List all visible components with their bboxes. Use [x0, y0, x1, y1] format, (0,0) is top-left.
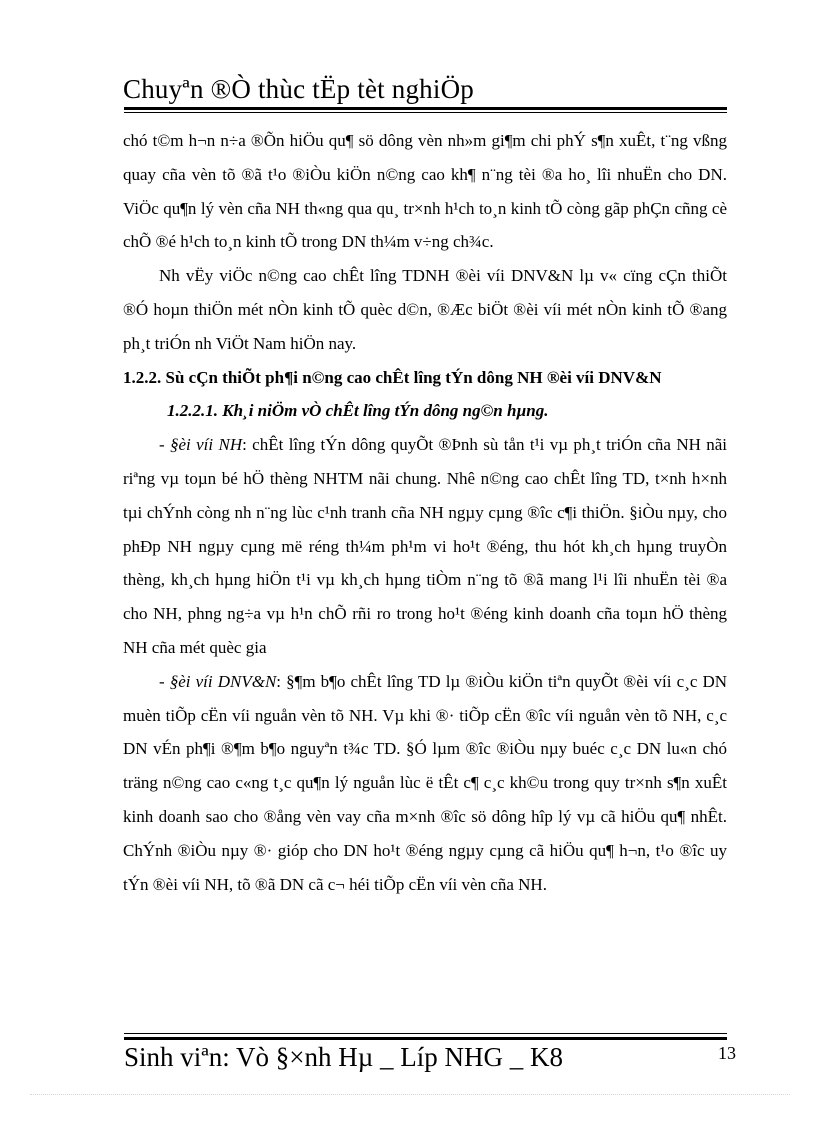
page-header-title: Chuyªn ®Ò thùc tËp tèt nghiÖp	[123, 74, 474, 104]
page-bottom-dotted-line	[30, 1094, 790, 1095]
footer-rule-thick	[124, 1037, 727, 1040]
paragraph-3-text: : chÊt lîng tÝn dông quyÕt ®Þnh sù tån t¹i vµ ph¸t triÓn cña NH nãi riªng vµ toµn bé hÖ thèng NHTM nãi chung. Nhê n©ng cao chÊt lîng TD, t×nh h×nh tµi chÝnh còng nh n¨ng lùc c¹nh tranh cña NH ngµy cµng ®îc c¶i thiÖn. §iÒu nµy, cho phÐp NH ngµy cµng më réng th¼m ph¹m vi ho¹t ®éng, thu hót kh¸ch hµng truyÒn thèng, kh¸ch hµng hiÖn t¹i vµ kh¸ch hµng tiÒm n¨ng tõ ®ã mang l¹i lîi nhuËn tèi ®a cho NH, phng ng÷a vµ h¹n chÕ rñi ro trong ho¹t ®éng kinh doanh cña toµn hÖ thèng NH cña mét quèc gia	[123, 435, 727, 657]
paragraph-4	[123, 665, 727, 902]
section-heading: 1.2.2. Sù cÇn thiÕt ph¶i n©ng cao chÊt lîng tÝn dông NH ®èi víi DNV&N	[123, 367, 662, 387]
paragraph-3-label: - §èi víi NH	[159, 435, 243, 455]
paragraph-2: Nh vËy viÖc n©ng cao chÊt lîng TDNH ®èi víi DNV&N lµ v« cïng cÇn thiÕt ®Ó hoµn thiÖn mét nÒn kinh tÕ quèc d©n, ®Æc biÖt ®èi víi mét nÒn kinh tÕ ®ang ph¸t triÓn nh ViÖt Nam hiÖn nay.	[123, 266, 727, 353]
paragraph-1: chó t©m h¬n n÷a ®Õn hiÖu qu¶ sö dông vèn nh»m gi¶m chi phÝ s¶n xuÊt, t¨ng vßng quay cña vèn tõ ®ã t¹o ®iÒu kiÖn n©ng cao kh¶ n¨ng tèi ®a ho¸ lîi nhuËn cho DN. ViÖc qu¶n lý vèn cña NH th«ng qua qu¸ tr×nh h¹ch to¸n kinh tÕ còng gãp phÇn cñng cè chÕ ®é h¹ch to¸n kinh tÕ trong DN th¼m v÷ng ch¾c.	[123, 131, 727, 252]
header-rule-thin	[124, 112, 727, 113]
header-rule-thick	[124, 107, 727, 110]
body-text	[123, 124, 727, 901]
paragraph-3	[123, 428, 727, 665]
footer-rule-thin	[124, 1033, 727, 1034]
subsection-heading: 1.2.2.1. Kh¸i niÖm vÒ chÊt lîng tÝn dông ng©n hµng.	[167, 401, 549, 421]
paragraph-4-label: - §èi víi DNV&N	[159, 671, 277, 691]
footer-student-name: Sinh viªn: Vò §×nh Hµ _ Líp NHG _ K8	[124, 1042, 564, 1072]
page-number: 13	[718, 1043, 736, 1063]
paragraph-4-text: : §¶m b¶o chÊt lîng TD lµ ®iÒu kiÖn tiªn quyÕt ®èi víi c¸c DN muèn tiÕp cËn víi nguån vèn tõ NH. Vµ khi ®· tiÕp cËn ®îc víi nguån vèn tõ NH, c¸c DN vÉn ph¶i ®¶m b¶o nguyªn t¾c TD. §Ó lµm ®îc ®iÒu nµy buéc c¸c DN lu«n chó träng n©ng cao c«ng t¸c qu¶n lý nguån lùc ë tÊt c¶ c¸c kh©u trong quy tr×nh s¶n xuÊt kinh doanh sao cho ®ång vèn vay cña m×nh ®îc sö dông hîp lý vµ cã hiÖu qu¶ nhÊt. ChÝnh ®iÒu nµy ®· gióp cho DN ho¹t ®éng ngµy cµng cã hiÖu qu¶ h¬n, t¹o ®îc uy tÝn ®èi víi NH, tõ ®ã DN cã c¬ héi tiÕp cËn víi vèn cña NH.	[123, 671, 728, 894]
